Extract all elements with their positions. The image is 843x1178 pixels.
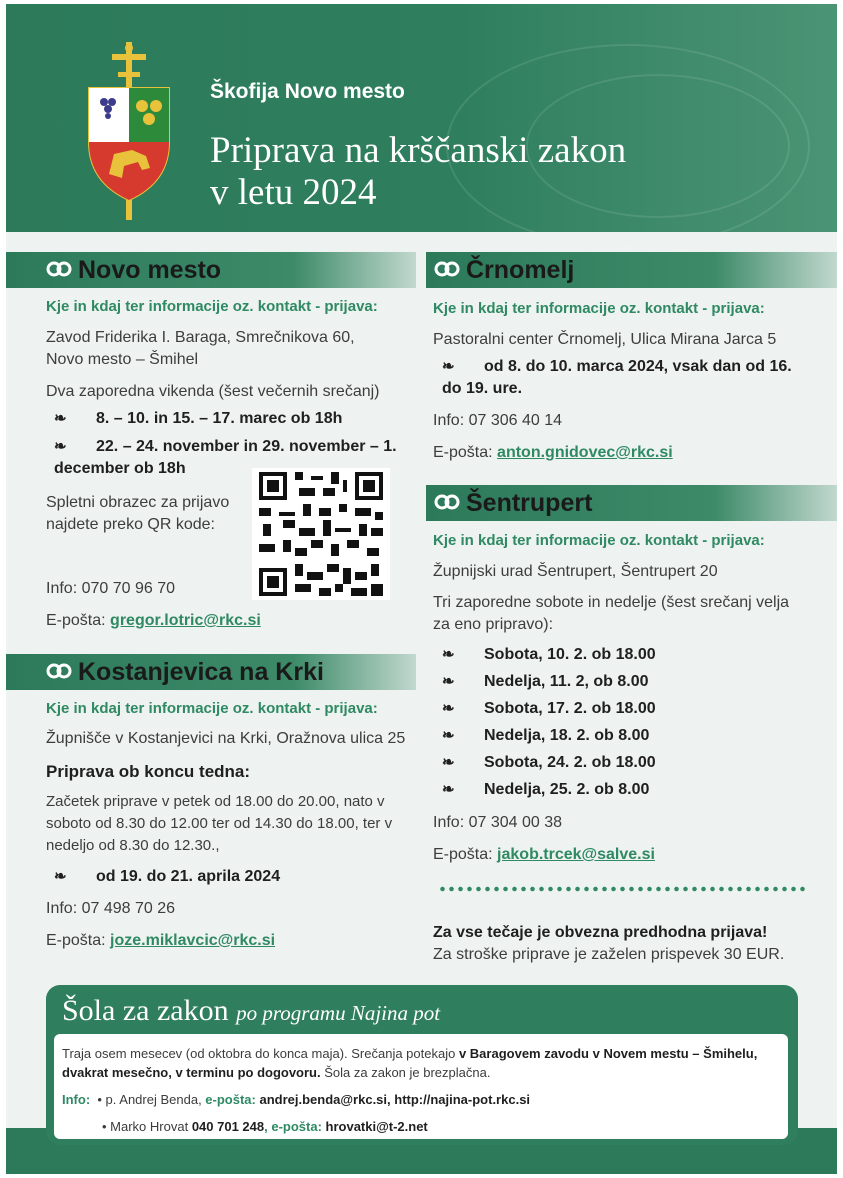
dates-list [442, 644, 782, 806]
contact-email[interactable]: andrej.benda@rkc.si, http://najina-pot.rkc.si [255, 1092, 531, 1107]
phone-line [46, 578, 175, 600]
email-link[interactable]: gregor.lotric@rkc.si [110, 612, 261, 629]
email-label: , e-pošta: [264, 1119, 322, 1134]
email-prefix: E-pošta: [433, 846, 493, 863]
section-title: Kostanjevica na Krki [78, 658, 324, 686]
date-item [442, 752, 782, 779]
coat-of-arms-icon [84, 42, 174, 222]
date-text: Nedelja, 25. 2. ob 8.00 [484, 781, 650, 798]
info-label: Kje in kdaj ter informacije oz. kontakt - prijava: [433, 532, 765, 549]
address: Župnišče v Kostanjevici na Krki, Oražnova ulica 25 [46, 730, 406, 747]
sola-contact-2: • Marko Hrovat 040 701 248, e-pošta: hrovatki@t-2.net [102, 1119, 428, 1134]
sola-text-c: Šola za zakon je brezplačna. [320, 1065, 491, 1080]
leaf-bullet-icon: ❧ [442, 673, 455, 690]
date-text: Nedelja, 18. 2. ob 8.00 [484, 727, 650, 744]
subheading: Priprava ob koncu tedna: [46, 762, 251, 781]
qr-code[interactable] [252, 468, 390, 600]
info-prefix: Info: [433, 814, 465, 831]
leaf-bullet-icon: ❧ [442, 727, 455, 744]
info-prefix: Info: [46, 580, 78, 597]
sola-subtitle: po programu Najina pot [236, 1001, 441, 1025]
email-link[interactable]: joze.miklavcic@rkc.si [110, 932, 276, 949]
date-item [442, 698, 782, 725]
qr-note: Spletni obrazec za prijavo najdete preko QR kode: [46, 494, 230, 533]
date-text: Sobota, 10. 2. ob 18.00 [484, 646, 656, 663]
contact-name: Marko Hrovat [110, 1119, 192, 1134]
date-item [54, 408, 414, 430]
email-link[interactable]: jakob.trcek@salve.si [497, 846, 655, 863]
leaf-bullet-icon: ❧ [442, 358, 455, 375]
sola-title [62, 994, 440, 1028]
leaf-bullet-icon: ❧ [442, 646, 455, 663]
date-text: 22. – 24. november in 29. november – 1. december ob 18h [54, 438, 397, 477]
contact-phone: 040 701 248 [191, 1119, 265, 1134]
email-line [433, 442, 673, 464]
date-text: od 19. do 21. aprila 2024 [96, 868, 281, 885]
date-item [442, 725, 782, 752]
contact-email[interactable]: hrovatki@t-2.net [321, 1119, 428, 1134]
date-item [442, 644, 782, 671]
date-item [442, 779, 782, 806]
sola-info-box [54, 1034, 788, 1139]
info-label: Kje in kdaj ter informacije oz. kontakt - prijava: [46, 700, 378, 717]
section-title: Šentrupert [466, 489, 593, 517]
link-icon [46, 663, 72, 679]
phone-line [433, 812, 562, 834]
notice-required: Za vse tečaje je obvezna predhodna prijava! [433, 924, 768, 941]
address: Pastoralni center Črnomelj, Ulica Mirana Jarca 5 [433, 331, 777, 348]
email-label: e-pošta: [205, 1092, 256, 1107]
phone-line [46, 898, 175, 920]
info-prefix: Info: [46, 900, 78, 917]
address: Župnijski urad Šentrupert, Šentrupert 20 [433, 563, 718, 580]
sola-description [62, 1044, 782, 1082]
date-item [442, 356, 792, 400]
notice-fee: Za stroške priprave je zaželen prispevek 30 EUR. [433, 946, 785, 963]
schedule-text: Začetek priprave v petek od 18.00 do 20.00, nato v soboto od 8.30 do 12.00 ter od 14.30 do 18.00, ter v nedeljo od 8.30 do 12.30., [46, 793, 393, 854]
phone-number: 07 304 00 38 [468, 814, 563, 831]
dotted-divider [438, 886, 808, 892]
link-icon [434, 494, 460, 510]
email-line [433, 844, 655, 866]
email-prefix: E-pošta: [46, 932, 106, 949]
sola-text-b: v Baragovem zavodu v Novem mestu – Šmihelu, dvakrat mesečno, v terminu po dogovoru. [62, 1046, 758, 1080]
section-heading-sentrupert [426, 485, 837, 521]
email-line [46, 930, 275, 952]
phone-number: 07 498 70 26 [81, 900, 176, 917]
leaf-bullet-icon: ❧ [54, 438, 67, 455]
leaf-bullet-icon: ❧ [442, 700, 455, 717]
header-banner [6, 4, 837, 232]
title-line-2: v letu 2024 [210, 172, 377, 213]
info-label: Kje in kdaj ter informacije oz. kontakt - prijava: [46, 298, 378, 315]
sola-text-a: Traja osem mesecev (od oktobra do konca maja). Srečanja potekajo [62, 1046, 459, 1061]
section-heading-novo-mesto [6, 252, 416, 288]
date-text: od 8. do 10. marca 2024, vsak dan od 16. do 19. ure. [442, 358, 792, 397]
leaf-bullet-icon: ❧ [442, 781, 455, 798]
date-text: Sobota, 17. 2. ob 18.00 [484, 700, 656, 717]
email-line [46, 610, 261, 632]
title-line-1: Priprava na krščanski zakon [210, 130, 627, 171]
contact-name: p. Andrej Benda, [105, 1092, 206, 1107]
email-prefix: E-pošta: [433, 444, 493, 461]
diocese-name: Škofija Novo mesto [210, 80, 405, 103]
email-prefix: E-pošta: [46, 612, 106, 629]
date-text: Nedelja, 11. 2, ob 8.00 [484, 673, 649, 690]
intro-text: Dva zaporedna vikenda (šest večernih srečanj) [46, 383, 380, 400]
info-label: Kje in kdaj ter informacije oz. kontakt - prijava: [433, 300, 765, 317]
date-item [54, 866, 414, 888]
section-heading-crnomelj [426, 252, 837, 288]
phone-line [433, 410, 562, 432]
phone-number: 070 70 96 70 [81, 580, 176, 597]
page-title [210, 130, 770, 214]
section-heading-kostanjevica [6, 654, 416, 690]
date-item [442, 671, 782, 698]
leaf-bullet-icon: ❧ [54, 868, 67, 885]
phone-number: 07 306 40 14 [468, 412, 563, 429]
date-text: Sobota, 24. 2. ob 18.00 [484, 754, 656, 771]
section-title: Novo mesto [78, 256, 222, 284]
link-icon [46, 261, 72, 277]
sola-contact-1: Info: • p. Andrej Benda, e-pošta: andrej.benda@rkc.si, http://najina-pot.rkc.si [62, 1092, 531, 1107]
poster [6, 4, 837, 1174]
leaf-bullet-icon: ❧ [54, 410, 67, 427]
sola-info-label: Info: [62, 1092, 91, 1107]
email-link[interactable]: anton.gnidovec@rkc.si [497, 444, 673, 461]
section-title: Črnomelj [466, 256, 575, 284]
sola-title-text: Šola za zakon [62, 994, 229, 1027]
leaf-bullet-icon: ❧ [442, 754, 455, 771]
date-text: 8. – 10. in 15. – 17. marec ob 18h [96, 410, 343, 427]
info-prefix: Info: [433, 412, 465, 429]
address: Zavod Friderika I. Baraga, Smrečnikova 60, Novo mesto – Šmihel [46, 329, 355, 368]
intro-text: Tri zaporedne sobote in nedelje (šest srečanj velja za eno pripravo): [433, 594, 790, 633]
link-icon [434, 261, 460, 277]
